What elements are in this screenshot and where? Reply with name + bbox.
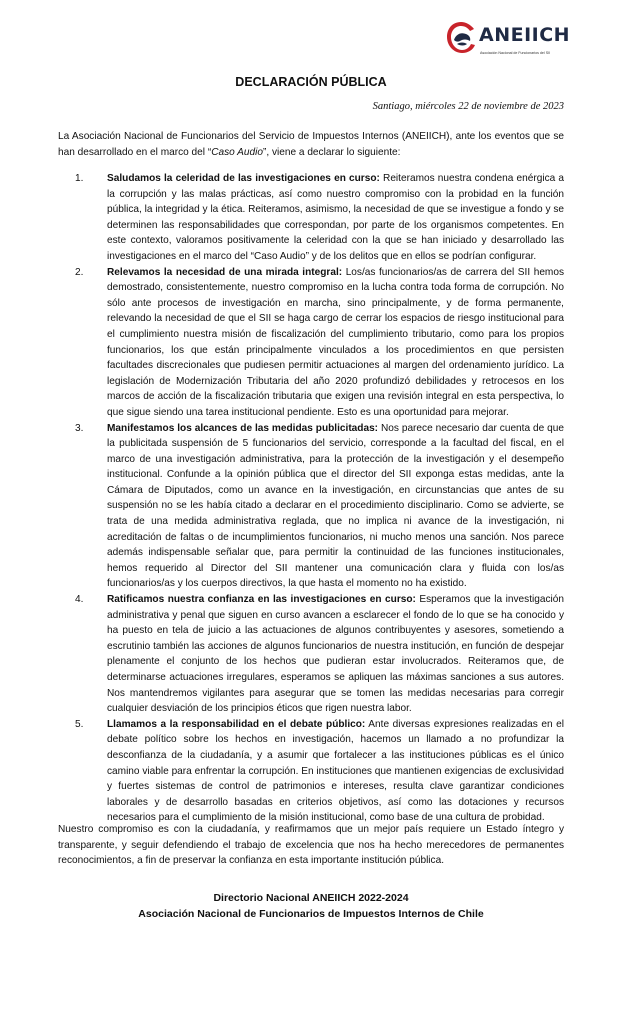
item-heading: Llamamos a la responsabilidad en el debate público:	[107, 718, 366, 730]
list-item	[58, 592, 564, 717]
list-item	[58, 717, 564, 826]
logo-name: ANEIICH	[479, 24, 571, 46]
dateline: Santiago, miércoles 22 de noviembre de 2023	[372, 101, 564, 112]
list-item	[58, 171, 564, 265]
intro-text-before: La Asociación Nacional de Funcionarios del Servicio de Impuestos Internos (ANEIICH), ante los eventos que se han desarrollado en el marco del “	[58, 131, 564, 158]
document-title: DECLARACIÓN PÚBLICA	[235, 75, 387, 89]
aneiich-emblem-icon	[445, 20, 477, 56]
logo-subtitle: Asociación Nacional de Funcionarios del SII	[480, 51, 551, 55]
signature-line-2: Asociación Nacional de Funcionarios de Impuestos Internos de Chile	[138, 908, 484, 920]
item-number: 3.	[75, 422, 84, 434]
item-number: 4.	[75, 594, 84, 606]
declaration-list	[58, 171, 564, 826]
item-number: 2.	[75, 266, 84, 278]
intro-case-name: Caso Audio	[211, 146, 263, 158]
item-body: Esperamos que la investigación administrativa y penal que siguen en curso avancen a esclarecer el fondo de lo que se ha conocido y ha puesto en tela de juicio a las actuaciones de algunos contribuyentes y asesores, sometiendo a escrutinio también las acciones de algunos funcionarios de nuestra institución, en función de despejar plenamente el conjunto de los hechos que pudieran estar involucrados. Reiteramos que, de determinarse actuaciones irregulares, esperamos se apliquen las máximas sanciones a sus autores. Nos mantendremos vigilantes para asegurar que se tomen las medidas necesarias para corregir cualquier desviación de los principios éticos que rigen nuestra labor.	[107, 594, 565, 715]
list-item	[58, 421, 564, 593]
item-heading: Saludamos la celeridad de las investigaciones en curso:	[107, 173, 380, 184]
item-body: Reiteramos nuestra condena enérgica a la corrupción y las malas prácticas, así como nuestro compromiso con la probidad en la función pública, la integridad y la ética. Reiteramos, asimismo, la necesidad de que se investigue a fondo y se determinen las responsabilidades que correspondan, por parte de los organismos competentes. En este contexto, valoramos positivamente la celeridad con la que se han iniciado y desarrollado las investigaciones en el marco del “Caso Audio” y de los delitos que en ellos se podrían configurar.	[107, 173, 564, 262]
item-number: 1.	[75, 173, 84, 184]
intro-paragraph	[58, 129, 564, 160]
item-heading: Manifestamos los alcances de las medidas publicitadas:	[107, 422, 379, 434]
item-body: Ante diversas expresiones realizadas en el debate político sobre los hechos en investigación, hacemos un llamado a no profundizar la desconfianza de la ciudadanía, y a asumir que fortalecer a las instituciones públicas es el único camino viable para enfrentar la corrupción. En instituciones que mantienen exigencias de exclusividad y fuertes sistemas de control de patrimonios e intereses, resulta clave garantizar condiciones laborales y de desarrollo basadas en criterios objetivos, así como las dotaciones y recursos necesarios para el cumplimiento de la misión institucional, como base de una cultura de probidad.	[107, 718, 564, 824]
aneiich-logo	[445, 20, 571, 64]
item-body: Los/as funcionarios/as de carrera del SII hemos demostrado, consistentemente, nuestro compromiso en la lucha contra toda forma de corrupción. No sólo ante procesos de investigación en marcha, sino principalmente, y de forma permanente, relevando la necesidad de que el SII se haga cargo de cerrar los espacios de riesgo institucional para el cumplimiento nuestra misión de fiscalización del cumplimiento tributario, como para los propios funcionarios, los que están principalmente vinculados a los procedimientos en que persisten facultades discrecionales que pudiesen permitir actuaciones al margen del ordenamiento jurídico. La legislación de Modernización Tributaria del año 2020 profundizó debilidades y retrocesos en los marcos de acción de la fiscalización tributaria que exigen una revisión integral en esta perspectiva, lo que sigue siendo una tarea institucional pendiente. Esto es una oportunidad para mejorar.	[107, 266, 565, 418]
item-heading: Relevamos la necesidad de una mirada integral:	[107, 266, 343, 278]
item-body: Nos parece necesario dar cuenta de que la publicitada suspensión de 5 funcionarios del servicio, corresponde a la facultad del fiscal, en el marco de una investigación administrativa, para la protección de la investigación y el desempeño institucional. Confunde a la opinión pública que el director del SII exponga estas medidas, ante la Cámara de Diputados, como un avance en la investigación, en circunstancias que antes de su suspensión no se les había citado a declarar en el procedimiento disciplinario. Como se advierte, se trata de una medida administrativa reglada, que no implica ni avance de la investigación, ni acreditación de faltas o de incumplimientos funcionarios, ni mucho menos una sanción. Nos parece además indispensable señalar que, para permitir la continuidad de las funciones institucionales, hemos requerido al Director del SII mantener una comunicación clara y fluida con los/as funcionarios/as y los cuerpos directivos, la que hasta el momento no ha existido.	[107, 422, 564, 590]
item-heading: Ratificamos nuestra confianza en las investigaciones en curso:	[107, 594, 416, 606]
intro-text-after: ”, viene a declarar lo siguiente:	[263, 146, 401, 158]
signature-line-1: Directorio Nacional ANEIICH 2022-2024	[213, 892, 409, 904]
item-number: 5.	[75, 718, 84, 730]
closing-paragraph: Nuestro compromiso es con la ciudadanía, y reafirmamos que un mejor país requiere un Estado íntegro y transparente, y seguir defendiendo el trabajo de excelencia que nos ha hecho merecedores de permanentes reconocimientos, a fin de preservar la confianza en esta importante institución pública.	[58, 824, 564, 867]
list-item	[58, 265, 564, 421]
